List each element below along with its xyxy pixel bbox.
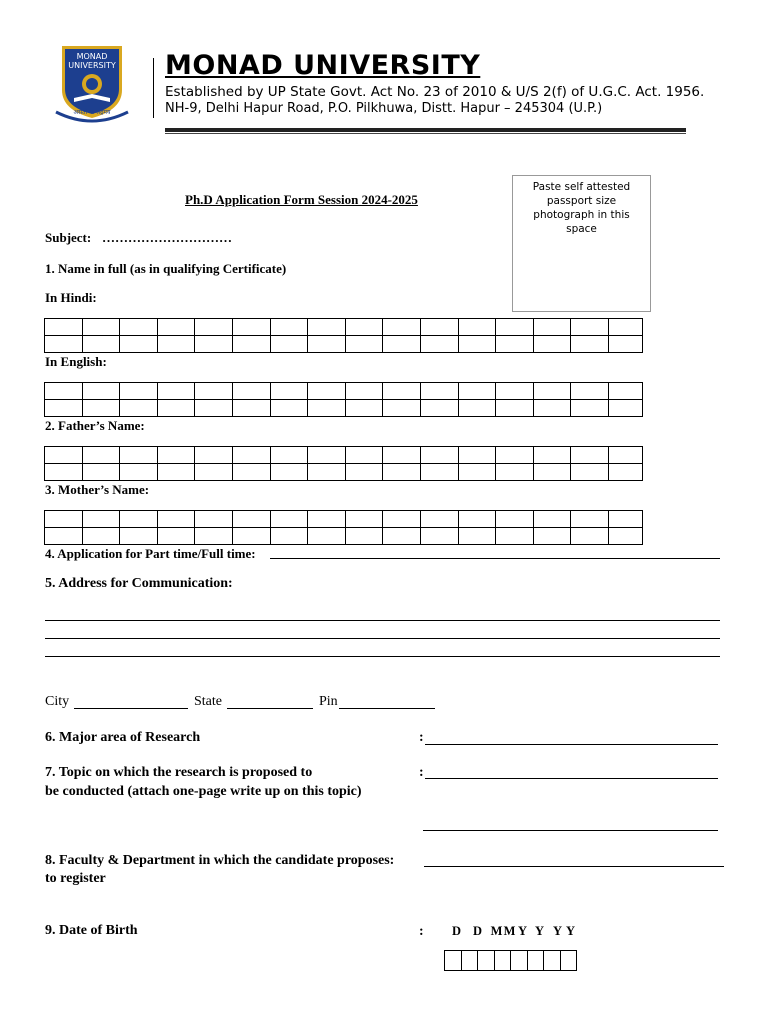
city-line[interactable]: [74, 708, 188, 709]
establishment-note: Established by UP State Govt. Act No. 23 of 2010 & U/S 2(f) of U.G.C. Act. 1956.: [165, 84, 705, 100]
in-english-label: In English:: [45, 354, 107, 369]
dob-format-header: [450, 924, 577, 939]
question-1-label: 1. Name in full (as in qualifying Certificate): [45, 261, 287, 276]
mother-name-grid[interactable]: [44, 510, 643, 545]
photo-box[interactable]: [512, 175, 651, 312]
english-name-grid[interactable]: [44, 382, 643, 417]
subject-label: Subject:: [45, 230, 92, 245]
dob-format-char: D: [451, 924, 462, 938]
question-7-colon: :: [419, 765, 424, 780]
photo-box-text: Paste self attested passport size photograph in this space: [532, 181, 631, 235]
question-4-label: 4. Application for Part time/Full time:: [45, 546, 256, 561]
hindi-name-grid[interactable]: [44, 318, 643, 353]
dob-format-char: M: [490, 924, 503, 938]
father-name-grid[interactable]: [44, 446, 643, 481]
city-label: City: [45, 694, 70, 709]
university-logo: [52, 42, 132, 126]
question-7-label-line2: be conducted (attach one-page write up on this topic): [45, 784, 362, 799]
header-rule-thin: [165, 133, 686, 134]
question-2-label: 2. Father’s Name:: [45, 418, 145, 433]
question-7-label-line1: 7. Topic on which the research is proposed to: [45, 765, 313, 780]
in-hindi-label: In Hindi:: [45, 290, 97, 305]
research-topic-line-1[interactable]: [425, 778, 718, 779]
question-8-label-line1: 8. Faculty & Department in which the candidate proposes:: [45, 853, 395, 868]
research-topic-line-2[interactable]: [423, 830, 718, 831]
question-6-label: 6. Major area of Research: [45, 730, 201, 745]
question-6-colon: :: [419, 730, 424, 745]
question-9-label: 9. Date of Birth: [45, 923, 138, 938]
state-line[interactable]: [227, 708, 313, 709]
pin-line[interactable]: [339, 708, 435, 709]
dob-format-char: Y: [534, 924, 545, 938]
dob-format-char: D: [472, 924, 483, 938]
question-5-label: 5. Address for Communication:: [45, 576, 233, 591]
header-divider: [153, 58, 154, 118]
university-address: NH-9, Delhi Hapur Road, P.O. Pilkhuwa, Distt. Hapur – 245304 (U.P.): [165, 101, 603, 116]
address-line-2[interactable]: [45, 638, 720, 639]
dob-grid[interactable]: [444, 950, 577, 971]
address-line-1[interactable]: [45, 620, 720, 621]
form-title: Ph.D Application Form Session 2024-2025: [185, 192, 418, 207]
part-full-time-line[interactable]: [270, 558, 720, 559]
state-label: State: [194, 694, 222, 709]
question-9-colon: :: [419, 924, 424, 939]
subject-dots[interactable]: …………………………: [102, 230, 232, 245]
address-line-3[interactable]: [45, 656, 720, 657]
dob-format-char: Y: [552, 924, 563, 938]
question-8-label-line2: to register: [45, 871, 106, 886]
question-3-label: 3. Mother’s Name:: [45, 482, 150, 497]
pin-label: Pin: [319, 694, 338, 709]
dob-format-char: Y: [517, 924, 528, 938]
dob-format-char: M: [503, 924, 516, 938]
faculty-department-line[interactable]: [424, 866, 724, 867]
research-area-line[interactable]: [425, 744, 718, 745]
logo-text: MONAD UNIVERSITY: [68, 52, 116, 70]
dob-format-char: Y: [565, 924, 576, 938]
logo-motto: असतो मा सद्गमय: [73, 109, 111, 116]
university-name: MONAD UNIVERSITY: [165, 50, 481, 81]
header-rule-thick: [165, 128, 686, 132]
